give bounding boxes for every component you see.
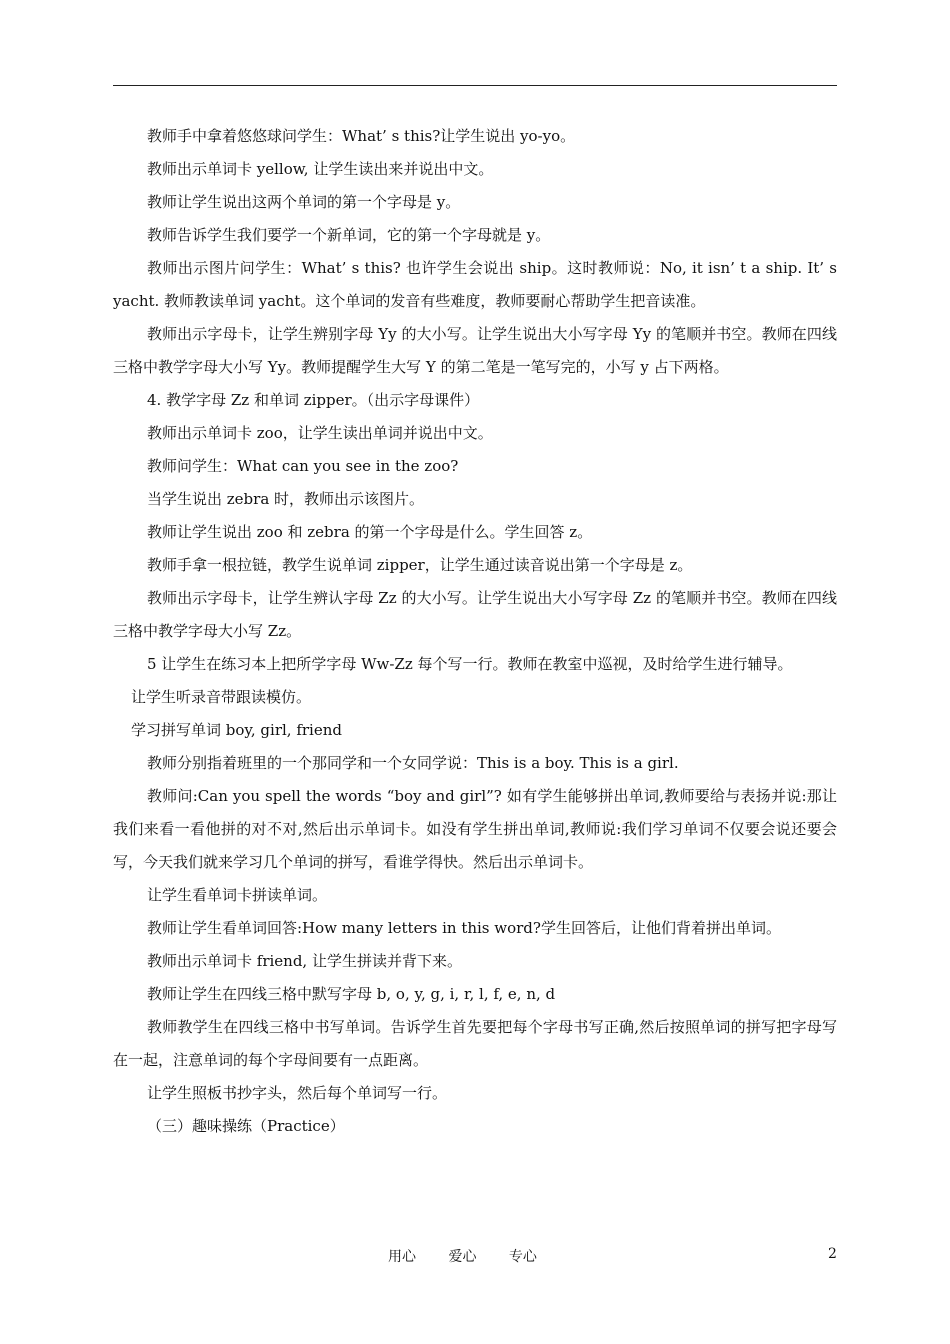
footer-motto: 用心 爱心 专心 bbox=[388, 1249, 537, 1265]
paragraph: 教师问学生：What can you see in the zoo? bbox=[147, 457, 459, 475]
paragraph: 教师手中拿着悠悠球问学生：What’ s this?让学生说出 yo-yo。 bbox=[147, 127, 576, 145]
section-heading: （三）趣味操练（Practice） bbox=[147, 1117, 345, 1135]
paragraph: 教师让学生说出这两个单词的第一个字母是 y。 bbox=[147, 193, 461, 211]
paragraph: 教师出示单词卡 zoo，让学生读出单词并说出中文。 bbox=[147, 424, 493, 442]
paragraph: 教师出示字母卡，让学生辨认字母 Zz 的大小写。让学生说出大小写字母 Zz 的笔顺并书空。教师在四线三格中教学字母大小写 Zz。 bbox=[113, 589, 837, 640]
header-rule bbox=[113, 85, 837, 86]
paragraph: 教师出示字母卡，让学生辨别字母 Yy 的大小写。让学生说出大小写字母 Yy 的笔顺并书空。教师在四线三格中教学字母大小写 Yy。教师提醒学生大写 Y 的第二笔是一笔写完的，小写 y 占下两格。 bbox=[113, 325, 837, 376]
paragraph: 教师问:Can you spell the words “boy and girl”? 如有学生能够拼出单词,教师要给与表扬并说:那让我们来看一看他拼的对不对,然后出示单词卡。如没有学生拼出单词,教师说:我们学习单词不仅要会说还要会写，今天我们就来学习几个单词的拼写，看谁学得快。然后出示单词卡。 bbox=[113, 787, 837, 871]
paragraph: 教师让学生在四线三格中默写字母 b, o, y, g, i, r, l, f, e, n, d bbox=[147, 985, 556, 1003]
page-number: 2 bbox=[828, 1246, 837, 1262]
paragraph: 4. 教学字母 Zz 和单词 zipper。（出示字母课件） bbox=[147, 391, 480, 409]
paragraph: 教师出示单词卡 yellow, 让学生读出来并说出中文。 bbox=[147, 160, 494, 178]
paragraph: 教师教学生在四线三格中书写单词。告诉学生首先要把每个字母书写正确,然后按照单词的拼写把字母写在一起，注意单词的每个字母间要有一点距离。 bbox=[113, 1018, 837, 1069]
paragraph: 教师让学生看单词回答:How many letters in this word?学生回答后，让他们背着拼出单词。 bbox=[147, 919, 781, 937]
document-body bbox=[113, 120, 837, 1143]
paragraph: 教师告诉学生我们要学一个新单词，它的第一个字母就是 y。 bbox=[147, 226, 551, 244]
paragraph: 让学生照板书抄字头，然后每个单词写一行。 bbox=[147, 1084, 448, 1102]
paragraph: 教师出示图片问学生：What’ s this? 也许学生会说出 ship。这时教师说：No, it isn’ t a ship. It’ s yacht. 教师教读单词 yacht。这个单词的发音有些难度，教师要耐心帮助学生把音读准。 bbox=[113, 259, 837, 310]
paragraph: 当学生说出 zebra 时，教师出示该图片。 bbox=[147, 490, 425, 508]
paragraph: 教师手拿一根拉链，教学生说单词 zipper，让学生通过读音说出第一个字母是 z。 bbox=[147, 556, 693, 574]
paragraph: 教师分别指着班里的一个那同学和一个女同学说：This is a boy. This is a girl. bbox=[147, 754, 679, 772]
paragraph: 5 让学生在练习本上把所学字母 Ww-Zz 每个写一行。教师在教室中巡视，及时给学生进行辅导。 bbox=[147, 655, 793, 673]
paragraph: 教师出示单词卡 friend, 让学生拼读并背下来。 bbox=[147, 952, 462, 970]
paragraph: 教师让学生说出 zoo 和 zebra 的第一个字母是什么。学生回答 z。 bbox=[147, 523, 593, 541]
paragraph: 学习拼写单词 boy, girl, friend bbox=[131, 721, 342, 739]
paragraph: 让学生看单词卡拼读单词。 bbox=[147, 886, 328, 904]
paragraph: 让学生听录音带跟读模仿。 bbox=[131, 688, 312, 706]
